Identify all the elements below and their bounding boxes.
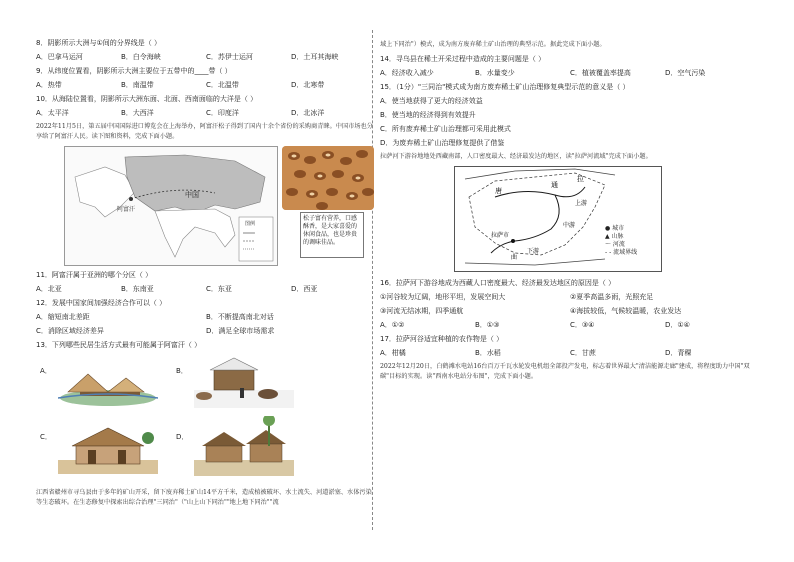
asia-map-svg (65, 147, 277, 265)
option-b: B．不断提高南北对话 (206, 313, 274, 321)
label-upstream: 上游 (575, 200, 588, 207)
label-downstream: 下游 (527, 248, 540, 255)
question-15-option-b: B．使当地的经济得到有效提升 (380, 111, 476, 119)
option-a: A．①② (380, 321, 405, 329)
river-middle (515, 195, 559, 241)
option-b: B．①③ (475, 321, 500, 329)
pine-nuts-photo (282, 146, 374, 210)
option-c: C．消除区域经济差异 (36, 327, 104, 335)
option-c: C．北温带 (206, 81, 239, 89)
option-b: B．大西洋 (121, 109, 154, 117)
question-12-options-ab (36, 312, 376, 322)
option-b: B．白令海峡 (121, 53, 161, 61)
river-upper (495, 187, 585, 197)
question-15-option-d: D．为废弃稀土矿山治理修复提供了借鉴 (380, 139, 505, 147)
label-qu: 曲 (511, 254, 518, 261)
dwelling-images (36, 354, 376, 482)
dwelling-b-image (194, 354, 294, 408)
map-legend-title: 图例 (245, 221, 256, 227)
option-a: A．巴拿马运河 (36, 53, 83, 61)
lhasa-map-legend (605, 225, 637, 257)
right-column (380, 40, 760, 386)
question-12-options-cd (36, 326, 376, 336)
question-8-options (36, 52, 376, 62)
option-c: C．甘蔗 (570, 349, 596, 357)
question-16-options (380, 320, 760, 330)
option-b: B．南温带 (121, 81, 154, 89)
question-9-options (36, 80, 376, 90)
basin-boundary (469, 173, 605, 255)
option-c: C．东亚 (206, 285, 232, 293)
option-d: D．①④ (665, 321, 690, 329)
question-17-options (380, 348, 760, 358)
statement-1: ①河谷较为辽阔，地形平坦，发展空间大 (380, 293, 506, 301)
option-a: A．经济收入减少 (380, 69, 434, 77)
legend-mountain: ▲ 山脉 (605, 233, 624, 240)
mountain-range (465, 169, 615, 179)
question-13: 13．下列哪些民居生活方式最有可能属于阿富汗（ ） (36, 341, 202, 349)
china-region (125, 155, 265, 213)
question-16-statements-12 (380, 292, 760, 302)
question-8: 8．阴影所示大洲与①间的分界线是（ ） (36, 39, 161, 47)
lhasa-river-figure (380, 166, 760, 272)
option-d: D．满足全球市场需求 (206, 327, 275, 335)
statement-4: ④海拔较低，气候较温暖，农业发达 (570, 307, 682, 315)
passage-lhasa-river: 拉萨河下游谷地地处西藏南部，人口密度最大、经济最发达的地区，读"拉萨河流域"完成下面小题。 (380, 153, 652, 160)
question-15: 15．（1分）"三同治"模式成为南方废弃稀土矿山治理修复典型示范的意义是（ ） (380, 83, 630, 91)
question-10: 10．从海陆位置看，阴影所示大洲东面、北面、西南面临的大洋是（ ） (36, 95, 258, 103)
china-label: 中国 (185, 191, 199, 199)
option-d: D．西亚 (291, 285, 318, 293)
option-b-label: B． (176, 367, 188, 375)
label-la: 拉 (577, 175, 584, 183)
question-16: 16．拉萨河下游谷地成为西藏人口密度最大、经济最发达地区的原因是（ ） (380, 279, 616, 287)
option-d: D．土耳其海峡 (291, 53, 339, 61)
passage-pine-nuts: 2022年11月5日，第五届中国国际进口博览会在上海举办，阿富汗松子得到了国内十余个省份的采购商青睐。中国市场也分享给了阿富汗人民。读下图和资料，完成下面小题。 (36, 123, 373, 140)
left-column (36, 38, 376, 512)
option-a: A．柑橘 (380, 349, 406, 357)
dwelling-a-image (58, 354, 158, 408)
option-d: D．北冰洋 (291, 109, 325, 117)
question-17: 17．拉萨河谷适宜种植的农作物是（ ） (380, 335, 504, 343)
option-c: C．③④ (570, 321, 595, 329)
option-a: A．太平洋 (36, 109, 69, 117)
statement-2: ②夏季高温多雨，光照充足 (570, 293, 654, 301)
label-tang: 唐 (495, 187, 502, 195)
legend-river: 〜 河流 (605, 241, 625, 248)
legend-boundary: - - 流域界线 (605, 249, 638, 256)
passage-rare-earth: 江西省赣州市寻乌县由于多年的矿山开采，留下废弃稀土矿山14平方千米，造成植被破坏、水土流失、河道淤塞、水体污染等生态破坏。在生态修复中探索出综合治理"三同治"（"山上山下同治""地上地下同治""流 (36, 489, 372, 506)
option-a: A．热带 (36, 81, 62, 89)
label-midstream: 中游 (563, 222, 576, 229)
river-symbol-icon: 〜 (605, 241, 613, 248)
pine-nuts-note: 松子富有营养，口感酥香，是大家喜爱的休闲食品，也是珍贵的调味佳品。 (300, 212, 364, 258)
question-16-statements-34 (380, 306, 760, 316)
asia-map (64, 146, 278, 266)
boundary-symbol-icon: - - (605, 249, 614, 256)
question-10-options (36, 108, 376, 118)
question-9: 9．从纬度位置看，阴影所示大洲主要位于五带中的____带（ ） (36, 67, 232, 75)
option-b: B．东南亚 (121, 285, 154, 293)
option-c-label: C． (40, 433, 52, 441)
statement-3: ③河流无结冰期，四季通航 (380, 307, 464, 315)
mountain-range-south (465, 259, 605, 265)
option-d: D．北寒带 (291, 81, 325, 89)
label-lhasa-city: 拉萨市 (491, 232, 510, 239)
question-14: 14．寻乌县在稀土开采过程中造成的主要问题是（ ） (380, 55, 546, 63)
dwelling-d-image (194, 416, 294, 470)
figure-row-map-nuts (36, 146, 376, 266)
afghanistan-label: 阿富汗 (117, 206, 136, 213)
question-14-options (380, 68, 760, 78)
question-15-option-a: A．使当地获得了更大的经济效益 (380, 97, 483, 105)
mountain-symbol-icon: ▲ (605, 233, 612, 240)
option-a: A．北亚 (36, 285, 62, 293)
passage-baihetan: 2022年12月20日，白鹤滩水电站16台百万千瓦水轮发电机组全部投产发电，标志着世界最大"清洁能源走廊"建成，将程度助力中国"双碳"目标的实现。读"西南水电站分布图"，完成下面小题。 (380, 363, 750, 380)
question-11-options (36, 284, 376, 294)
south-asia-landmass (155, 209, 235, 257)
afghanistan-marker (129, 197, 133, 201)
option-a: A．缩短南北差距 (36, 313, 90, 321)
legend-city: ● 城市 (605, 225, 625, 232)
question-12: 12．发展中国家间加强经济合作可以（ ） (36, 299, 167, 307)
option-d-label: D． (176, 433, 189, 441)
option-b: B．水量变少 (475, 69, 515, 77)
dwelling-c-image (58, 420, 158, 474)
option-d: D．空气污染 (665, 69, 706, 77)
label-tong: 通 (551, 181, 558, 189)
pine-nuts-svg (282, 146, 374, 210)
passage-rare-earth-continued: 域上下同治"）模式，成为南方废弃稀土矿山治理的典型示范。据此完成下面小题。 (380, 41, 606, 48)
lhasa-city-marker (511, 239, 515, 243)
option-a-label: A． (40, 367, 52, 375)
city-symbol-icon: ● (605, 225, 613, 232)
question-11: 11．阿富汗属于亚洲的哪个分区（ ） (36, 271, 153, 279)
lhasa-river-map (454, 166, 662, 272)
option-c: C．植被覆盖率提高 (570, 69, 631, 77)
option-b: B．水稻 (475, 349, 501, 357)
option-d: D．青稞 (665, 349, 692, 357)
option-c: C．苏伊士运河 (206, 53, 253, 61)
question-15-option-c: C．所有废弃稀土矿山治理都可采用此模式 (380, 125, 511, 133)
option-c: C．印度洋 (206, 109, 239, 117)
